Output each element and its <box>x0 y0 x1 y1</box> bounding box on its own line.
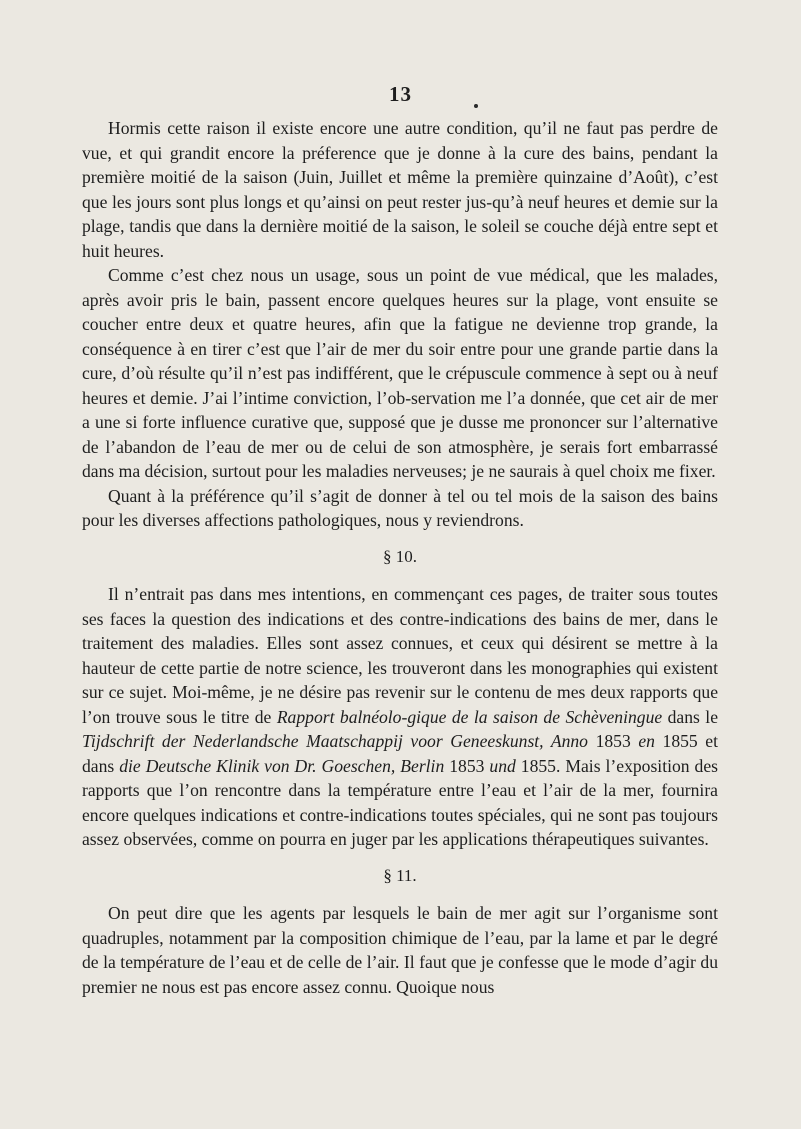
section-heading-11: § 11. <box>383 865 417 885</box>
paragraph-4-text-4: 1855 et dans <box>82 731 719 776</box>
paragraph-4 <box>82 582 718 852</box>
paragraph-3: Quant à la préférence qu’il s’agit de donner à tel ou tel mois de la saison des bains pour les diverses affections pathologiques, nous y reviendrons. <box>82 485 718 530</box>
paragraph-4-italic-3: en <box>638 731 655 751</box>
paragraph-4-text-6: 1855. Mais l’exposition des rapports que l’on rencontre dans la température entre l’eau et l’air de la mer, fournira encore quelques indications et contre-indications toutes spéciales, qui ne sont pas toujours assez observées, comme on pourra en juger par les applications thérapeutiques suivantes. <box>82 755 719 849</box>
paragraph-4-italic-5: und <box>489 755 516 776</box>
paragraph-4-text-3: 1853 <box>587 731 639 751</box>
paragraph-4-text-2: dans le <box>662 706 718 727</box>
page-number: 13 <box>389 82 412 106</box>
paragraph-5: On peut dire que les agents par lesquels le bain de mer agit sur l’organisme sont quadruples, notamment par la composition chimique de l’eau, par la lame et par le degré de la température de l’eau et de celle de l’air. Il faut que je confesse que le mode d’agir du premier ne nous est pas encore assez connu. Quoique nous <box>82 903 718 997</box>
paragraph-4-italic-2: Tijdschrift der Nederlandsche Maatschappij voor Geneeskunst, Anno <box>82 731 588 751</box>
body-text <box>82 116 718 999</box>
paragraph-4-text-5: 1853 <box>444 755 490 776</box>
section-heading-10: § 10. <box>383 546 417 566</box>
paragraph-4-italic-4: die Deutsche Klinik von Dr. Goeschen, Berlin <box>119 755 445 776</box>
paragraph-4-text-1: Il n’entrait pas dans mes intentions, en commençant ces pages, de traiter sous toutes ses faces la question des indications et des contre-indications des bains de mer, dans le traitement des maladies. Elles sont assez connues, et ceux qui désirent se mettre à la hauteur de cette partie de notre science, les trouveront dans les monographies qui existent sur ce sujet. Moi-même, je ne désire pas revenir sur le contenu de mes deux rapports que l’on trouve sous le titre de <box>82 584 718 727</box>
paragraph-1: Hormis cette raison il existe encore une autre condition, qu’il ne faut pas perdre de vue, et qui grandit encore la préference que je donne à la cure des bains, pendant la première moitié de la saison (Juin, Juillet et même la première quinzaine d’Août), c’est que les jours sont plus longs et qu’ainsi on peut rester jus-qu’à neuf heures et demie sur la plage, tandis que dans la dernière moitié de la saison, le soleil se couche déjà entre sept et huit heures. <box>82 118 718 261</box>
paragraph-2: Comme c’est chez nous un usage, sous un point de vue médical, que les malades, après avoir pris le bain, passent encore quelques heures sur la plage, vont ensuite se coucher entre deux et quatre heures, afin que la fatigue ne devienne trop grande, la conséquence à en tirer c’est que l’air de mer du soir entre pour une grande partie dans la cure, d’où résulte qu’il n’est pas indifférent, que le crépuscule commence à sept ou à neuf heures et demie. J’ai l’intime conviction, l’ob-servation me l’a donnée, que cet air de mer a une si forte influence curative que, supposé que je dusse me prononcer sur l’alternative de l’abandon de l’eau de mer ou de celui de son atmosphère, je serais fort embarrassé dans ma décision, surtout pour les maladies nerveuses; je ne saurais à quel choix me fixer. <box>82 265 718 481</box>
paragraph-4-italic-1: Rapport balnéolo-gique de la saison de Schèveningue <box>276 706 663 727</box>
